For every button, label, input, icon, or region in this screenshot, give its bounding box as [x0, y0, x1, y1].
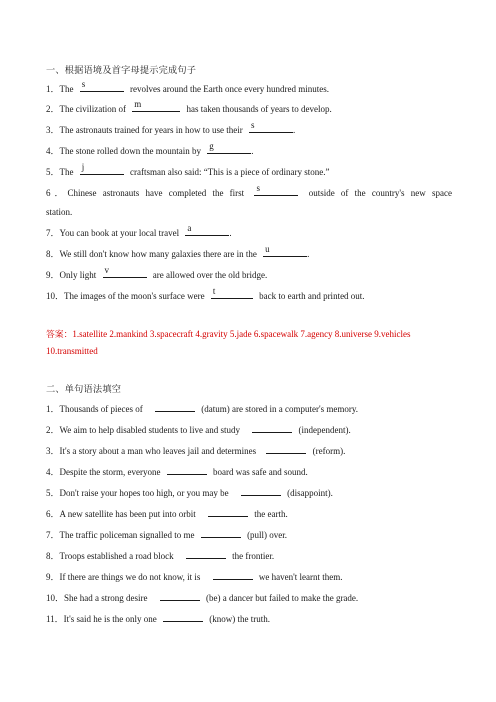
s2-blank-11[interactable]	[163, 611, 203, 622]
s2-item-3: 3．It's a story about a man who leaves jail and determines (reform).	[46, 443, 452, 458]
s2-blank-8[interactable]	[186, 548, 226, 559]
s2-item-4: 4．Despite the storm, everyone board was safe and sound.	[46, 464, 452, 479]
s2-blank-9[interactable]	[213, 569, 253, 580]
s1-blank-4[interactable]: g	[207, 143, 251, 154]
s2-item-10: 10．She had a strong desire (be) a dancer but failed to make the grade.	[46, 590, 452, 605]
s2-item-5: 5．Don't raise your hopes too high, or you may be (disappoint).	[46, 485, 452, 500]
section1-heading: 一、根据语境及首字母提示完成句子	[46, 65, 197, 76]
s1-item-6: 6．Chinese astronauts have completed the first s outside of the country's new space	[46, 183, 452, 198]
answer-line-1: 1.satellite 2.mankind 3.spacecraft 4.gravity 5.jade 6.spacewalk 7.agency 8.universe 9.vehicles	[72, 329, 411, 339]
s1-item-10: 10．The images of the moon's surface were t back to earth and printed out.	[46, 286, 365, 301]
s2-blank-3[interactable]	[266, 443, 306, 454]
s1-item-8: 8．We still don't know how many galaxies there are in the u .	[46, 244, 310, 259]
s1-item-6-continued: station.	[46, 207, 73, 217]
s2-blank-6[interactable]	[208, 506, 248, 517]
s2-blank-4[interactable]	[167, 464, 207, 475]
s1-blank-9[interactable]: v	[103, 267, 147, 278]
s2-blank-2[interactable]	[252, 422, 292, 433]
answer-label: 答案：	[46, 330, 73, 340]
s1-blank-2[interactable]: m	[132, 101, 180, 112]
answer-block	[46, 326, 456, 359]
s1-item-5: 5．The j craftsman also said: “This is a piece of ordinary stone.”	[46, 162, 330, 177]
s1-item-2: 2．The civilization of m has taken thousands of years to develop.	[46, 99, 332, 114]
s2-blank-10[interactable]	[160, 590, 200, 601]
s1-item-3: 3．The astronauts trained for years in how to use their s .	[46, 120, 296, 135]
s2-item-6: 6．A new satellite has been put into orbit the earth.	[46, 506, 452, 521]
s2-item-8: 8．Troops established a road block the frontier.	[46, 548, 452, 563]
s1-item-9: 9．Only light v are allowed over the old bridge.	[46, 265, 268, 280]
s2-item-1: 1．Thousands of pieces of (datum) are stored in a computer's memory.	[46, 401, 452, 416]
s1-blank-5[interactable]: j	[80, 164, 124, 175]
s2-item-11: 11．It's said he is the only one (know) the truth.	[46, 611, 452, 626]
section2-heading: 二、单句语法填空	[46, 384, 122, 395]
s1-item-4: 4．The stone rolled down the mountain by g .	[46, 141, 254, 156]
s2-blank-7[interactable]	[201, 527, 241, 538]
s1-item-1: 1．The s revolves around the Earth once every hundred minutes.	[46, 79, 329, 94]
s1-item-7: 7．You can book at your local travel a .	[46, 223, 232, 238]
answer-line-2: 10.transmitted	[46, 346, 98, 356]
s1-blank-7[interactable]: a	[185, 225, 229, 236]
s1-blank-1[interactable]: s	[80, 81, 124, 92]
s2-item-7: 7．The traffic policeman signalled to me (pull) over.	[46, 527, 452, 542]
s1-blank-6[interactable]: s	[254, 185, 298, 196]
s1-blank-8[interactable]: u	[263, 246, 307, 257]
s2-blank-5[interactable]	[241, 485, 281, 496]
s1-blank-3[interactable]: s	[249, 122, 293, 133]
s2-item-9: 9．If there are things we do not know, it is we haven't learnt them.	[46, 569, 452, 584]
s2-blank-1[interactable]	[155, 401, 195, 412]
s1-blank-10[interactable]: t	[211, 288, 253, 299]
s2-item-2: 2．We aim to help disabled students to live and study (independent).	[46, 422, 452, 437]
